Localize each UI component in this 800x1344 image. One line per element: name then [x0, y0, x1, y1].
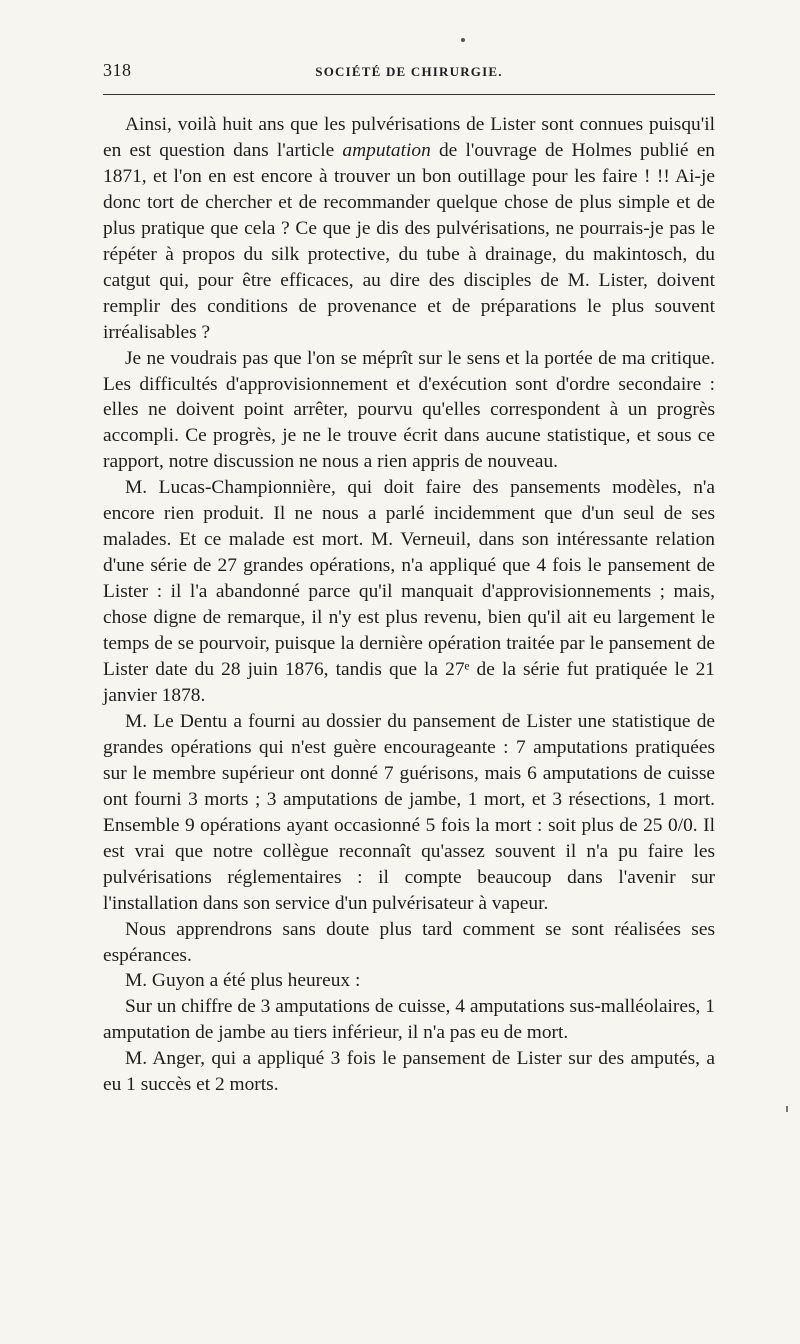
paragraph: M. Le Dentu a fourni au dossier du pansement de Lister une statistique de grandes opérations qui n'est guère encourageante : 7 amputations pratiquées sur le membre supérieur ont donné 7 guérisons, mais 6 amputations de cuisse ont fourni 3 morts ; 3 amputations de jambe, 1 mort, et 3 résections, 1 mort. Ensemble 9 opérations ayant occasionné 5 fois la mort : soit plus de 25 0/0. Il est vrai que notre collègue reconnaît qu'assez souvent il n'a pu faire les pulvérisations réglementaires : il compte beaucoup dans l'avenir sur l'installation dans son service d'un pulvérisateur à vapeur.	[103, 710, 715, 914]
paragraph	[103, 112, 715, 346]
paragraph: Sur un chiffre de 3 amputations de cuisse, 4 amputations sus-malléolaires, 1 amputation de jambe au tiers inférieur, il n'a pas eu de mort.	[103, 996, 715, 1044]
header-rule	[103, 94, 715, 95]
paragraph: M. Lucas-Championnière, qui doit faire des pansements modèles, n'a encore rien produit. Il ne nous a parlé incidemment que d'un seul de ses malades. Et ce malade est mort. M. Verneuil, dans son intéressante relation d'une série de 27 grandes opérations, n'a appliqué que 4 fois le pansement de Lister : il l'a abandonné parce qu'il manquait d'approvisionnements ; mais, chose digne de remarque, il n'y est plus revenu, bien qu'il ait eu largement le temps de se pourvoir, puisque la dernière opération traitée par le pansement de Lister date du 28 juin 1876, tandis que la 27ᵉ de la série fut pratiquée le 21 janvier 1878.	[103, 477, 715, 706]
paragraph-text: Ainsi, voilà huit ans que les pulvérisations de Lister sont connues puisqu'il en est question dans l'article	[103, 114, 715, 161]
paragraph-text: de l'ouvrage de Holmes publié en 1871, et l'on en est encore à trouver un bon outillage pour les faire ! !! Ai-je donc tort de chercher et de recommander quelque chose de plus simple et de plus pratique que cela ? Ce que je dis des pulvérisations, ne pourrais-je pas le répéter à propos du silk protective, du tube à drainage, du makintosch, du catgut qui, pour être efficaces, au dire des disciples de M. Lister, doivent remplir des conditions de provenance et de préparations le plus souvent irréalisables ?	[103, 139, 715, 343]
page-number: 318	[103, 60, 132, 80]
page-header	[103, 60, 715, 86]
margin-mark	[786, 1106, 788, 1112]
ink-speck	[461, 38, 465, 42]
paragraph: Nous apprendrons sans doute plus tard comment se sont réalisées ses espérances.	[103, 918, 715, 966]
italic-term: amputation	[342, 139, 431, 161]
paragraph: M. Guyon a été plus heureux :	[125, 970, 361, 992]
paragraph: M. Anger, qui a appliqué 3 fois le pansement de Lister sur des amputés, a eu 1 succès et 2 morts.	[103, 1048, 715, 1096]
body-text	[103, 112, 715, 1098]
paragraph: Je ne voudrais pas que l'on se méprît sur le sens et la portée de ma critique. Les difficultés d'approvisionnement et d'exécution sont d'ordre secondaire : elles ne doivent point arrêter, pourvu qu'elles correspondent à un progrès accompli. Ce progrès, je ne le trouve écrit dans aucune statistique, et sous ce rapport, notre discussion ne nous a rien appris de nouveau.	[103, 347, 715, 473]
running-head: SOCIÉTÉ DE CHIRURGIE.	[315, 64, 503, 79]
